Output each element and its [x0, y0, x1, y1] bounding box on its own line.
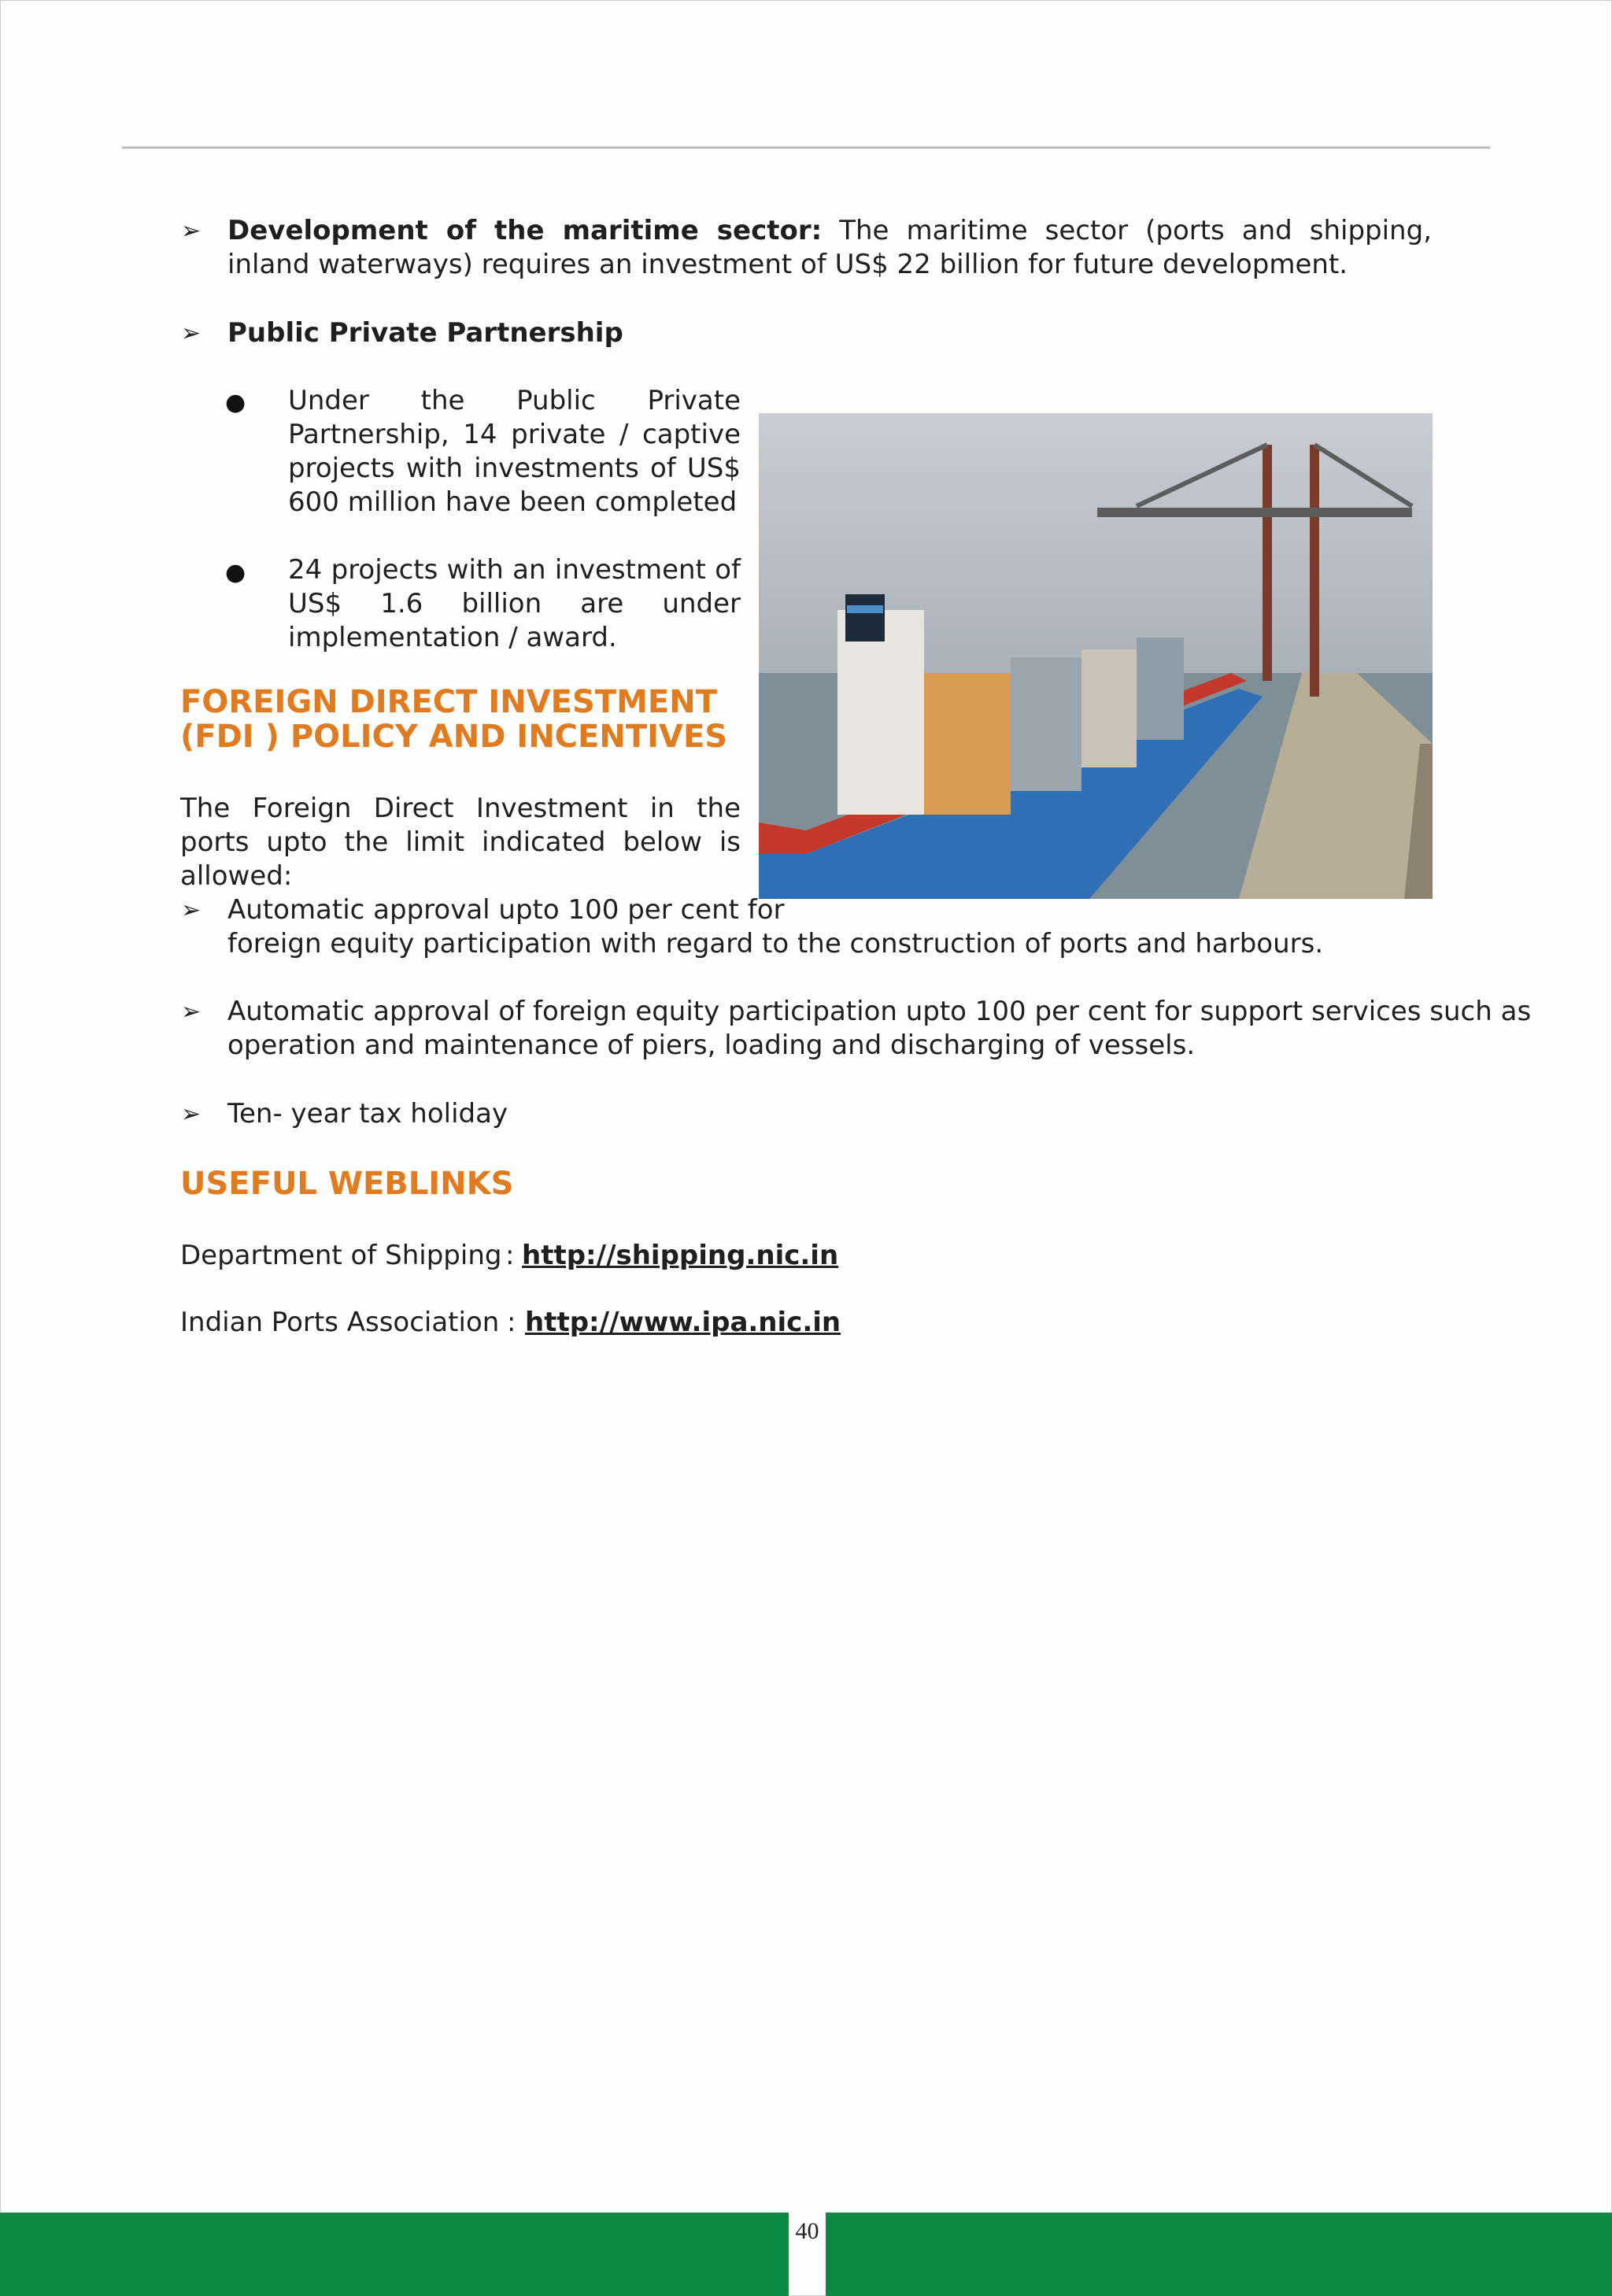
- ppp-item-2: 24 projects with an investment of US$ 1.6 billion are under implementation / award.: [288, 554, 741, 653]
- weblink-sep: :: [505, 1240, 515, 1271]
- fdi-item-1-line2: foreign equity participation with regard to the construction of ports and harbours.: [227, 928, 1324, 959]
- fdi-item-2-line1: Automatic approval of foreign equity participation upto 100 per cent for support services such as: [227, 996, 1532, 1027]
- arrow-bullet-icon: ➢: [181, 320, 202, 347]
- header-rule: [122, 146, 1490, 149]
- fdi-item-2-line2: operation and maintenance of piers, loading and discharging of vessels.: [227, 1030, 1196, 1061]
- dot-bullet-icon: ●: [225, 559, 246, 586]
- ppp-item-1: Under the Public Private Partnership, 14 private / captive projects with investments of US$ 600 million have been completed: [288, 385, 741, 518]
- footer-band-right: [826, 2213, 1612, 2296]
- weblink-label-ipa: Indian Ports Association: [180, 1307, 500, 1338]
- arrow-bullet-icon: ➢: [181, 998, 202, 1026]
- fdi-heading-line1: FOREIGN DIRECT INVESTMENT: [180, 684, 717, 720]
- fdi-heading-line2: (FDI ) POLICY AND INCENTIVES: [180, 719, 728, 755]
- weblinks-heading: USEFUL WEBLINKS: [180, 1166, 514, 1202]
- page-number: 40: [795, 2218, 819, 2244]
- maritime-text: The maritime sector (ports and shipping, inland waterways) requires an investment of US$ 22 billion for future development.: [227, 215, 1432, 280]
- arrow-bullet-icon: ➢: [181, 1100, 202, 1128]
- weblink-label-shipping: Department of Shipping: [180, 1240, 502, 1271]
- maritime-paragraph: [227, 214, 1432, 282]
- maritime-lead: Development of the maritime sector:: [227, 215, 823, 246]
- container-ship-photo: [759, 413, 1433, 899]
- dot-bullet-icon: ●: [225, 389, 246, 416]
- fdi-item-1-line1: Automatic approval upto 100 per cent for: [227, 894, 785, 926]
- fdi-item-3: Ten- year tax holiday: [227, 1098, 508, 1130]
- footer-band-left: [0, 2213, 789, 2296]
- weblink-sep: :: [507, 1307, 516, 1338]
- fdi-intro: The Foreign Direct Investment in the ports upto the limit indicated below is allowed:: [180, 793, 741, 892]
- weblink-shipping[interactable]: http://shipping.nic.in: [522, 1240, 839, 1271]
- arrow-bullet-icon: ➢: [181, 217, 202, 245]
- weblink-ipa[interactable]: http://www.ipa.nic.in: [525, 1307, 841, 1338]
- arrow-bullet-icon: ➢: [181, 897, 202, 924]
- ppp-title: Public Private Partnership: [227, 317, 623, 349]
